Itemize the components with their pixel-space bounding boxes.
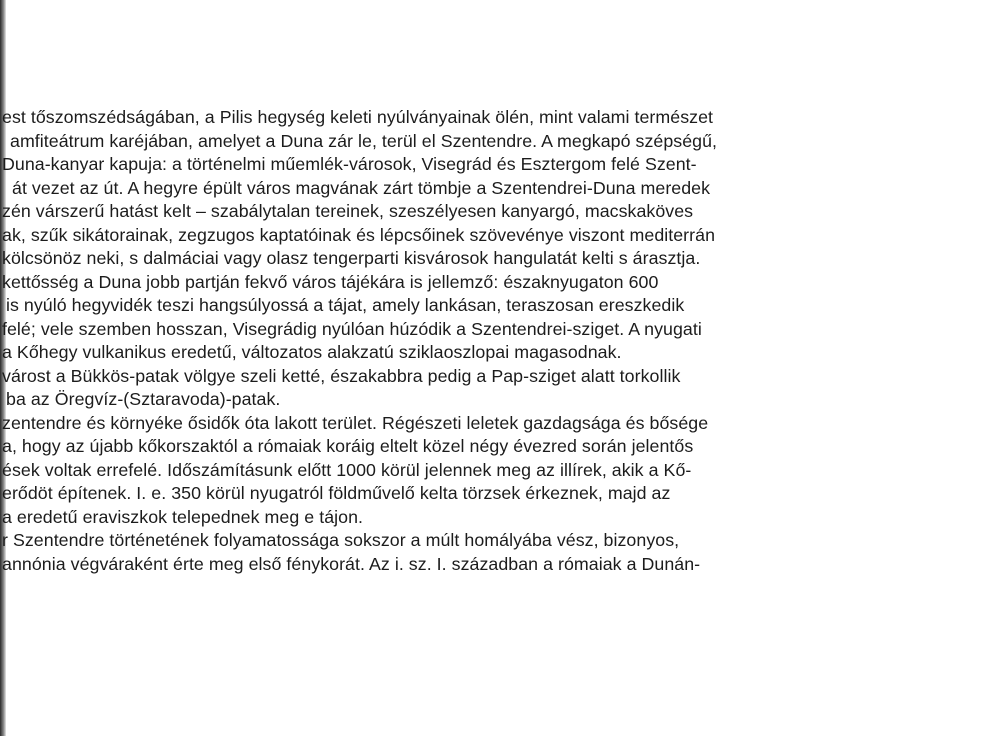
text-line: a, hogy az újabb kőkorszaktól a rómaiak koráig eltelt közel négy évezred során jelentős [2, 436, 694, 456]
text-line: kettősség a Duna jobb partján fekvő város tájékára is jellemző: északnyugaton 600 [2, 271, 659, 292]
text-line: kölcsönöz neki, s dalmáciai vagy olasz tengerparti kisvárosok hangulatát kelti s árasztja. [2, 248, 701, 268]
text-line: a Kőhegy vulkanikus eredetű, változatos alakzatú sziklaoszlopai magasodnak. [2, 342, 622, 362]
text-line: felé; vele szemben hosszan, Visegrádig nyúlóan húzódik a Szentendrei-sziget. A nyugati [2, 318, 702, 339]
text-line: ak, szűk sikátorainak, zegzugos kaptatóinak és lépcsőinek szövevénye viszont mediterrán [2, 224, 716, 245]
text-line: r Szentendre történetének folyamatossága sokszor a múlt homályába vész, bizonyos, [2, 530, 680, 550]
text-line: ések voltak errefelé. Időszámításunk előtt 1000 körül jelennek meg az illírek, akik a Kő- [2, 459, 692, 480]
text-line: annónia végváraként érte meg első fénykorát. Az i. sz. I. században a rómaiak a Dunán- [2, 553, 701, 574]
text-line: erődöt építenek. I. e. 350 körül nyugatról földművelő kelta törzsek érkeznek, majd az [2, 483, 671, 503]
text-line: est tőszomszédságában, a Pilis hegység keleti nyúlványainak ölén, mint valami természet [2, 107, 714, 127]
text-line: várost a Bükkös-patak völgye szeli ketté, északabbra pedig a Pap-sziget alatt torkollik [2, 365, 681, 386]
text-line: zentendre és környéke ősidők óta lakott terület. Régészeti leletek gazdagsága és bősége [2, 412, 709, 433]
text-line: zén várszerű hatást kelt – szabálytalan tereinek, szeszélyesen kanyargó, macskaköves [2, 201, 694, 221]
text-line: a eredetű eraviszkok telepednek meg e tájon. [2, 506, 364, 527]
text-line: át vezet az út. A hegyre épült város magvának zárt tömbje a Szentendrei-Duna meredek [12, 177, 711, 198]
text-line: is nyúló hegyvidék teszi hangsúlyossá a tájat, amely lankásan, teraszosan ereszkedik [6, 295, 685, 315]
text-line: ba az Öregvíz-(Sztaravoda)-patak. [6, 389, 281, 409]
document-text [0, 106, 946, 576]
text-line: Duna-kanyar kapuja: a történelmi műemlék-városok, Visegrád és Esztergom felé Szent- [2, 154, 697, 174]
text-line: amfiteátrum karéjában, amelyet a Duna zár le, terül el Szentendre. A megkapó szépségű, [10, 130, 718, 151]
